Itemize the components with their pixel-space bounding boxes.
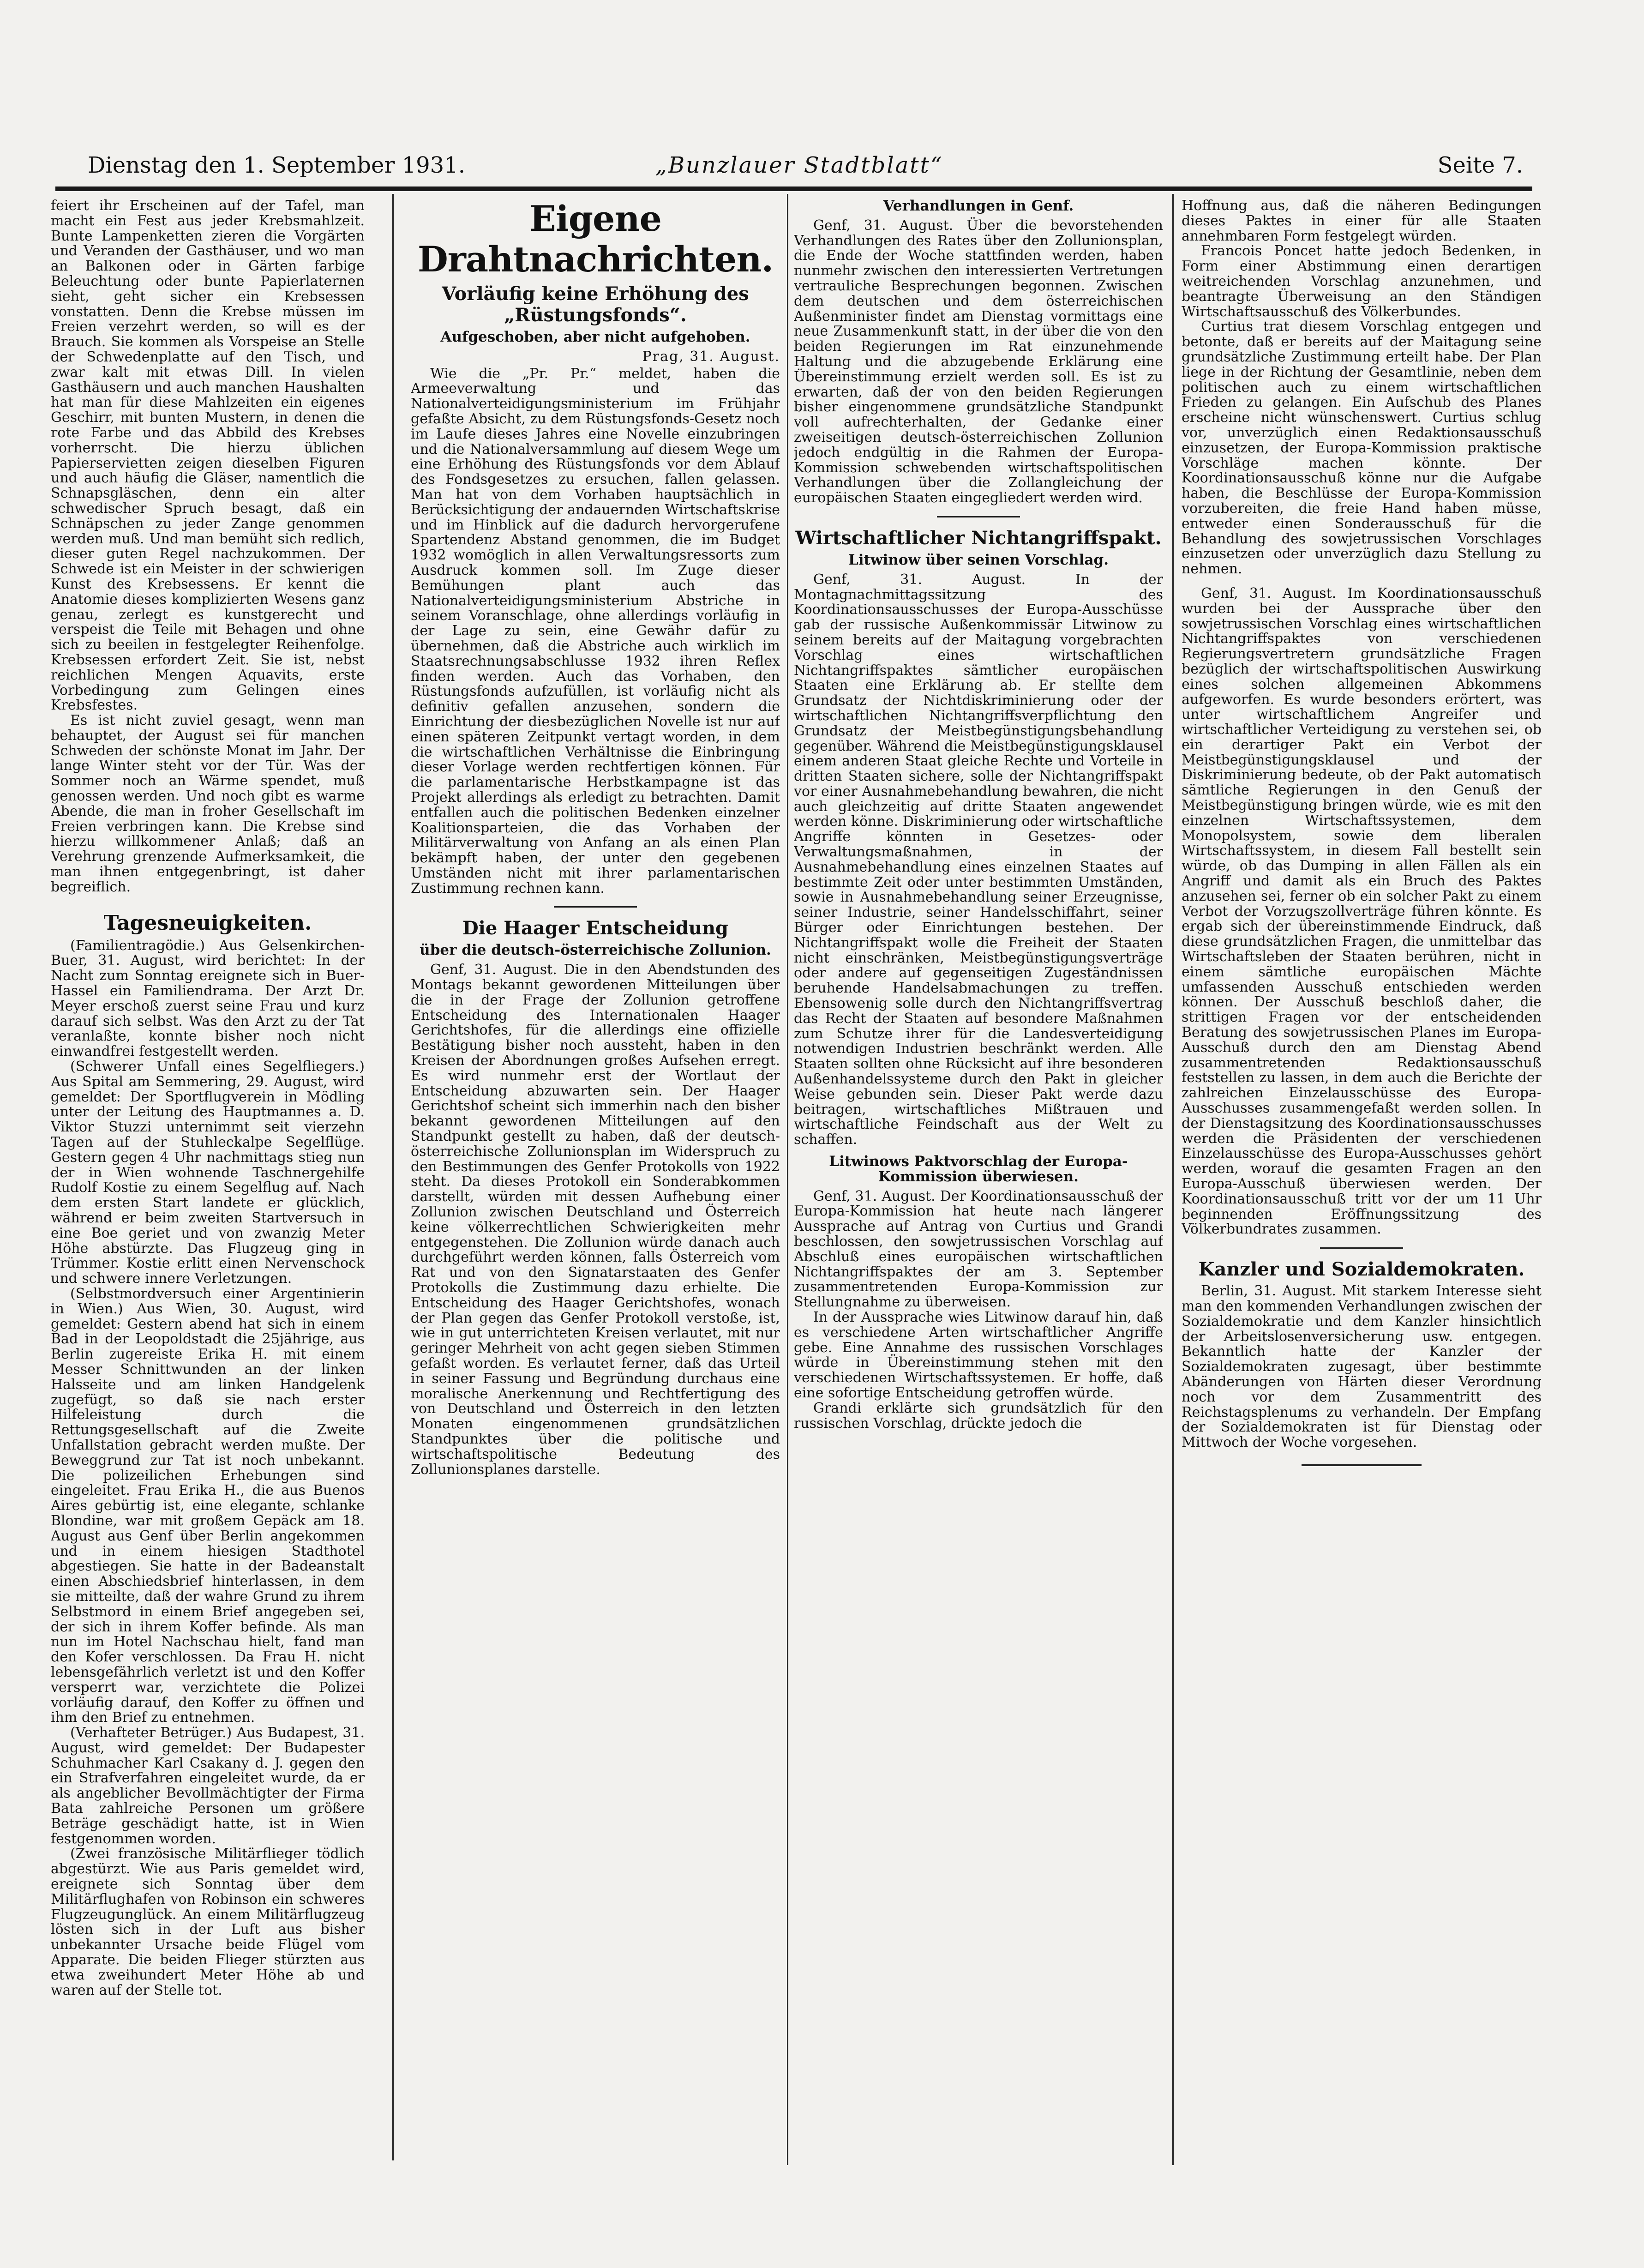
header-date: Dienstag den 1. September 1931. xyxy=(88,152,466,178)
column-rule-1 xyxy=(392,194,394,2160)
poncet-paragraph: Francois Poncet hatte jedoch Bedenken, in Form einer Abstimmung einen derartigen weitreichenden Vorschlag anzunehmen, und beantragte Überweisung an den Ständigen Wirtschaftsausschuß des Völkerbundes. xyxy=(1182,243,1542,320)
column-4 xyxy=(1182,199,1542,2137)
news-militaerflieger: (Zwei französische Militärflieger tödlich abgestürzt. Wie aus Paris gemeldet wird, ereignete sich Sonntag über dem Militärflughafen von Robinson ein schweres Flugzeugunglück. An einem Militärflugzeug lösten sich in der Luft aus bisher unbekannter Ursache beide Flügel vom Apparate. Die beiden Flieger stürzten aus etwa zweihundert Meter Höhe ab und waren auf der Stelle tot. xyxy=(51,1846,365,1998)
news-betrueger: (Verhafteter Betrüger.) Aus Budapest, 31. August, wird gemeldet: Der Budapester Schuhmacher Karl Csakany d. J. gegen den ein Strafverfahren eingeleitet wurde, da er als angeblicher Bevollmächtigter der Firma Bata zahlreiche Personen um größere Beträge geschädigt hatte, ist in Wien festgenommen worden. xyxy=(51,1725,365,1847)
genf-verhandlungen-headline: Verhandlungen in Genf. xyxy=(883,199,1074,214)
koordination-paragraph: Genf, 31. August. Im Koordinationsausschuß wurden bei der Aussprache über den sowjetrussischen Vorschlag eines wirtschaftlichen Nichtangriffspaktes von verschiedenen Regierungsvertretern grundsätzliche Fragen bezüglich der wirtschaftspolitischen Auswirkung eines solchen allgemeinen Abkommens aufgeworfen. Es wurde besonders erörtert, was unter wirtschaftlichem Angreifer und wirtschaftlicher Verteidigung zu verstehen sei, ob ein derartiger Pakt ein Verbot der Meistbegünstigungsklausel und der Diskriminierung bedeute, ob der Pakt automatisch sämtliche Regierungen in den Genuß der Meistbegünstigung bringen würde, wie es mit den einzelnen Wirtschaftssystemen, dem Monopolsystem, sowie dem liberalen Wirtschaftssystem, in diesem Fall bestellt sein würde, ob das Dumping in allen Fällen als ein Angriff und damit als ein Bruch des Paktes anzusehen sei, ferner ob ein solcher Pakt zu einem Verbot der Vorzugszollverträge führen könnte. Es ergab sich der übereinstimmende Eindruck, daß diese grundsätzlichen Fragen, die unmittelbar das Wirtschaftsleben der Staaten berühren, nicht in einem sämtliche europäischen Mächte umfassenden Ausschuß entschieden werden können. Der Ausschuß beschloß daher, die strittigen Fragen vor der entscheidenden Beratung des sowjetrussischen Planes im Europa-Ausschuß durch den am Dienstag Abend zusammentretenden Redaktionsausschuß feststellen zu lassen, in dem auch die Berichte der zahlreichen Einzelausschüsse des Europa-Ausschusses zusammengefaßt werden sollen. In der Dienstagsitzung des Koordinationsausschusses werden die Präsidenten der verschiedenen Einzelausschüsse des Europa-Ausschusses gehört werden, worauf die gesamten Fragen an den Europa-Ausschuß überwiesen werden. Der Koordinationsausschuß tritt vor der um 11 Uhr beginnenden Eröffnungssitzung des Völkerbundrates zusammen. xyxy=(1182,585,1542,1238)
news-familientragoedie: (Familientragödie.) Aus Gelsenkirchen-Buer, 31. August, wird berichtet: In der Nacht zum Sonntag ereignete sich in Buer-Hassel ein Familiendrama. Der Arzt Dr. Meyer erschoß zuerst seine Frau und kurz darauf sich selbst. Was den Arzt zu der Tat veranlaßte, konnte bisher noch nicht einwandfrei festgestellt werden. xyxy=(51,937,365,1060)
kanzler-body: Berlin, 31. August. Mit starkem Interesse sieht man den kommenden Verhandlungen zwischen der Sozialdemokratie und dem Kanzler hinsichtlich der Arbeitslosenversicherung usw. entgegen. Bekanntlich hatte der Kanzler der Sozialdemokraten zugesagt, über bestimmte Abänderungen von Härten dieser Verordnung noch vor dem Zusammentritt des Reichstagsplenums zu verhandeln. Der Empfang der Sozialdemokraten ist für Dienstag oder Mittwoch der Woche vorgesehen. xyxy=(1182,1283,1542,1451)
tagesneuigkeiten-heading: Tagesneuigkeiten. xyxy=(103,911,312,935)
paktvorschlag-body-3: Grandi erklärte sich grundsätzlich für den russischen Vorschlag, drückte jedoch die xyxy=(794,1400,1163,1432)
end-separator xyxy=(1302,1464,1422,1466)
nichtangriffspakt-subhead: Litwinow über seinen Vorschlag. xyxy=(848,551,1109,568)
column-3 xyxy=(794,199,1163,2170)
header-masthead: „Bunzlauer Stadtblatt“ xyxy=(655,152,943,178)
haager-headline: Die Haager Entscheidung xyxy=(462,917,729,939)
krebs-paragraph-1: feiert ihr Erscheinen auf der Tafel, man macht ein Fest aus jeder Krebsmahlzeit. Bunte Lampenketten zieren die Vorgärten und Veranden der Gasthäuser, und wo man an Balkonen oder in Gärten farbige Beleuchtung oder bunte Papierlaternen sieht, geht sicher ein Krebsessen vonstatten. Denn die Krebse müssen im Freien verzehrt werden, so will es der Brauch. Sie kommen als Vorspeise an Stelle der Schwedenplatte auf den Tisch, und zwar kalt mit etwas Dill. In vielen Gasthäusern und auch manchen Haushalten hat man für diese Mahlzeiten ein eigenes Geschirr, mit bunten Mustern, in denen die rote Farbe und das Abbild des Krebses vorherrscht. Die hierzu üblichen Papierservietten zeigen dieselben Figuren und auch häufig die Gläser, namentlich die Schnapsgläschen, denn ein alter schwedischer Spruch besagt, daß ein Schnäpschen zu jeder Zange genommen werden muß. Und man bemüht sich redlich, dieser guten Regel nachzukommen. Der Schwede ist ein Meister in der schwierigen Kunst des Krebsessens. Er kennt die Anatomie dieses komplizierten Wesens ganz genau, zerlegt es kunstgerecht und verspeist die Teile mit Behagen und ohne sich zu beeilen in festgelegter Reihenfolge. Krebsessen erfordert Zeit. Sie ist, nebst reichlichen Mengen Aquavits, erste Vorbedingung zum Gelingen eines Krebsfestes. xyxy=(51,199,365,714)
haager-body: Genf, 31. August. Die in den Abendstunden des Montags bekannt gewordenen Mitteilungen über die in der Frage der Zollunion getroffene Entscheidung des Internationalen Haager Gerichtshofes, für die allerdings eine offizielle Bestätigung bisher noch aussteht, haben in den Kreisen der Abordnungen großes Aufsehen erregt. Es wird nunmehr erst der Wortlaut der Entscheidung abzuwarten sein. Der Haager Gerichtshof scheint sich immerhin nach den bisher bekannt gewordenen Mitteilungen auf den Standpunkt gestellt zu haben, daß der deutsch-österreichische Zollunionsplan im Widerspruch zu den Bestimmungen des Genfer Protokolls von 1922 steht. Da dieses Protokoll ein Sonderabkommen darstellt, würden mit dessen Aufhebung einer Zollunion zwischen Deutschland und Österreich keine völkerrechtlichen Schwierigkeiten mehr entgegenstehen. Die Zollunion würde danach auch durchgeführt werden können, falls Österreich vom Rat und von den Signatarstaaten des Genfer Protokolls die Zustimmung dazu erhielte. Die Entscheidung des Haager Gerichtshofes, wonach der Plan gegen das Genfer Protokoll verstoße, ist, wie in gut unterrichteten Kreisen verlautet, mit nur geringer Mehrheit von acht gegen sieben Stimmen gefaßt worden. Es verlautet ferner, daß das Urteil in seiner Fassung und Begründung durchaus eine moralische Anerkennung und Rechtfertigung des von Deutschland und Österreich in den letzten Monaten eingenommenen grundsätzlichen Standpunktes über die politische und wirtschaftspolitische Bedeutung des Zollunionsplanes darstelle. xyxy=(411,962,780,1478)
krebs-paragraph-2: Es ist nicht zuviel gesagt, wenn man behauptet, der August sei für manchen Schweden der schönste Monat im Jahr. Der lange Winter steht vor der Tür. Was der Sommer noch an Wärme spendet, muß genossen werden. Und noch gibt es warme Abende, die man in froher Gesellschaft im Freien verbringen kann. Die Krebse sind hierzu willkommener Anlaß; daß an Verehrung grenzende Aufmerksamkeit, die man ihnen entgegenbringt, ist daher begreiflich. xyxy=(51,712,365,895)
column-2 xyxy=(411,199,780,2160)
article-separator xyxy=(937,516,1020,517)
drahtnachrichten-title: Eigene Drahtnachrichten. xyxy=(417,199,774,280)
news-selbstmordversuch: (Selbstmordversuch einer Argentinierin in Wien.) Aus Wien, 30. August, wird gemeldet: Gestern abend hat sich in einem Bad in der Leopoldstadt die 25jährige, aus Berlin zugereiste Erika H. mit einem Messer Schnittwunden an der linken Halsseite und am linken Handgelenk zugefügt, so daß sie nach erster Hilfeleistung durch die Rettungsgesellschaft auf die Zweite Unfallstation gebracht werden mußte. Der Beweggrund zur Tat ist noch unbekannt. Die polizeilichen Erhebungen sind eingeleitet. Frau Erika H., die aus Buenos Aires gebürtig ist, eine elegante, schlanke Blondine, war mit großem Gepäck am 18. August aus Genf über Berlin angekommen und in einem hiesigen Stadthotel abgestiegen. Sie hatte in der Badeanstalt einen Abschiedsbrief hinterlassen, in dem sie mitteilte, daß der wahre Grund zu ihrem Selbstmord in einem Brief angegeben sei, der sich in ihrem Koffer befinde. Als man nun im Hotel Nachschau hielt, fand man den Kofer verschlossen. Da Frau H. nicht lebensgefährlich verletzt ist und den Koffer versperrt war, verzichtete die Polizei vorläufig darauf, den Koffer zu öffnen und ihm den Brief zu entnehmen. xyxy=(51,1285,365,1726)
column-1 xyxy=(51,199,365,2165)
article-separator xyxy=(554,906,637,908)
paktvorschlag-body-1: Genf, 31. August. Der Koordinationsausschuß der Europa-Kommission hat heute nach längerer Aussprache auf Antrag von Curtius und Grandi beschlossen, den sowjetrussischen Vorschlag auf Abschluß eines europäischen wirtschaftlichen Nichtangriffspaktes der am 3. September zusammentretenden Europa-Kommission zur Stellungnahme zu überweisen. xyxy=(794,1188,1163,1311)
nichtangriffspakt-body: Genf, 31. August. In der Montagnachmittagssitzung des Koordinationsausschusses der Europa-Ausschüsse gab der russische Außenkommissär Litwinow zu seinem bereits auf der Maitagung vorgebrachten Vorschlag eines wirtschaftlichen Nichtangriffspaktes sämtlicher europäischen Staaten eine Erklärung ab. Er stellte dem Grundsatz der Nichtdiskriminierung oder der wirtschaftlichen Nichtangriffsverpflichtung den Grundsatz der Meistbegünstigungsbehandlung gegenüber. Während die Meistbegünstigungsklausel einem anderen Staat gleiche Rechte und Vorteile in dritten Staaten sichere, solle der Nichtangriffspakt vor einer Ausnahmebehandlung bewahren, die nicht auch gleichzeitig auf dritte Staaten angewendet werden könne. Diskriminierung oder wirtschaftliche Angriffe könnten in Gesetzes- oder Verwaltungsmaßnahmen, in der Ausnahmebehandlung eines einzelnen Staates auf bestimmte Zeit oder unter bestimmten Umständen, sowie in Ausnahmebehandlung seiner Erzeugnisse, seiner Industrie, seiner Handelsschiffahrt, seiner Bürger oder Einrichtungen bestehen. Der Nichtangriffspakt wolle die Freiheit der Staaten nicht einschränken, Meistbegünstigungsverträge oder andere auf gegenseitigen Zugeständnissen beruhende Handelsabmachungen zu treffen. Ebensowenig solle durch den Nichtangriffsvertrag das Recht der Staaten auf besondere Maßnahmen zum Schutze ihrer für die Landesverteidigung notwendigen Industrien beschränkt werden. Alle Staaten sollten ohne Rücksicht auf ihre besonderen Außenhandelssysteme durch den Pakt in gleicher Weise gebunden sein. Dieser Pakt werde dazu beitragen, wirtschaftliches Mißtrauen und wirtschaftliche Feindschaft aus der Welt zu schaffen. xyxy=(794,571,1163,1148)
nichtangriffspakt-headline: Wirtschaftlicher Nichtangriffspakt. xyxy=(795,527,1162,549)
ruestungsfonds-subhead: Aufgeschoben, aber nicht aufgehoben. xyxy=(440,329,750,345)
header-page-number: Seite 7. xyxy=(1437,152,1523,178)
curtius-paragraph: Curtius trat diesem Vorschlag entgegen und betonte, daß er bereits auf der Maitagung seine grundsätzliche Zustimmung erteilt habe. Der Plan liege in der Richtung der Gesamtlinie, neben dem politischen auch zu einem wirtschaftlichen Frieden zu gelangen. Ein Aufschub des Planes erscheine nicht wünschenswert. Curtius schlug vor, unverzüglich einen Redaktionsausschuß einzusetzen, der Europa-Kommission praktische Vorschläge machen könnte. Der Koordinationsausschuß könne nur die Aufgabe haben, die Beschlüsse der Europa-Kommission vorzubereiten, die freie Hand haben müsse, entweder einen Sonderausschuß für die Behandlung des sowjetrussischen Vorschlages einzusetzen oder unverzüglich dazu Stellung zu nehmen. xyxy=(1182,319,1542,578)
ruestungsfonds-body: Wie die „Pr. Pr.“ meldet, haben die Armeeverwaltung und das Nationalverteidigungsministerium im Frühjahr gefaßte Absicht, zu dem Rüstungsfonds-Gesetz noch im Laufe dieses Jahres eine Novelle einzubringen und die Nationalversammlung auf diesem Wege um eine Erhöhung des Rüstungsfonds vor dem Ablauf des Fondsgesetzes zu ersuchen, fallen gelassen. Man hat von dem Vorhaben hauptsächlich in Berücksichtigung der andauernden Wirtschaftskrise und im Hinblick auf die dadurch hervorgerufene Spartendenz Abstand genommen, die im Budget 1932 womöglich in allen Verwaltungsressorts zum Ausdruck kommen soll. Im Zuge dieser Bemühungen plant auch das Nationalverteidigungsministerium Abstriche in seinem Voranschlage, ohne allerdings vorläufig in der Lage zu sein, eine Gewähr dafür zu übernehmen, daß die Abstriche auch wirklich im Staatsrechnungsabschlusse 1932 ihren Reflex finden werden. Auch das Vorhaben, den Rüstungsfonds aufzufüllen, ist vorläufig nicht als definitiv gefallen anzusehen, sondern die Einrichtung der diesbezüglichen Novelle ist nur auf einen späteren Zeitpunkt vertagt worden, in dem die wirtschaftlichen Verhältnisse die Einbringung dieser Vorlage werden rechtfertigen können. Für die parlamentarische Herbstkampagne ist das Projekt allerdings als erledigt zu betrachten. Damit entfallen auch die politischen Bedenken einzelner Koalitionsparteien, die das Vorhaben der Militärverwaltung von Anfang an als einen Plan bekämpft haben, der unter den gegebenen Umständen nicht mit ihrer parlamentarischen Zustimmung rechnen kann. xyxy=(411,365,780,896)
page-header xyxy=(55,152,1523,185)
paktvorschlag-body-2: In der Aussprache wies Litwinow darauf hin, daß es verschiedene Arten wirtschaftlicher Angriffe gebe. Eine Annahme des russischen Vorschlages würde in Übereinstimmung stehen mit den verschiedenen Wirtschaftssystemen. Er hoffe, daß eine sofortige Entscheidung getroffen würde. xyxy=(794,1309,1163,1401)
haager-subhead: über die deutsch-österreichische Zollunion. xyxy=(420,942,771,959)
news-segelflieger: (Schwerer Unfall eines Segelfliegers.) Aus Spital am Semmering, 29. August, wird gemeldet: Der Sportflugverein in Mödling unter der Leitung des Hauptmannes a. D. Viktor Stuzzi unternimmt seit vierzehn Tagen auf der Stuhleckalpe Segelflüge. Gestern gegen 4 Uhr nachmittags stieg nun der in Wien wohnende Taschnergehilfe Rudolf Kostie zu einem Segelflug auf. Nach dem ersten Start landete er glücklich, während er beim zweiten Startversuch in eine Boe geriet und von zwanzig Meter Höhe abstürzte. Das Flugzeug ging in Trümmer. Kostie erlitt einen Nervenschock und schwere innere Verletzungen. xyxy=(51,1059,365,1287)
ruestungsfonds-headline: Vorläufig keine Erhöhung des „Rüstungsfonds“. xyxy=(442,283,749,326)
column-rule-3 xyxy=(1172,194,1174,2165)
genf-verhandlungen-body: Genf, 31. August. Über die bevorstehenden Verhandlungen des Rates über den Zollunionsplan, die Ende der Woche stattfinden werden, haben nunmehr zwischen den interessierten Vertretungen vertrauliche Besprechungen begonnen. Zwischen dem deutschen und dem österreichischen Außenminister findet am Dienstag vormittags eine neue Zusammenkunft statt, in der über die von den beiden Regierungen im Rat einzunehmende Haltung und die abzugebende Erklärung eine Übereinstimmung erzielt werden soll. Es ist zu erwarten, daß der von den beiden Regierungen bisher eingenommene grundsätzliche Standpunkt voll aufrechterhalten, der Gedanke einer zweiseitigen deutsch-österreichischen Zollunion jedoch endgültig in die Rahmen der Europa-Kommission schwebenden wirtschaftspolitischen Verhandlungen über die Zollangleichung der europäischen Staaten eingegliedert werden wird. xyxy=(794,217,1163,506)
article-separator xyxy=(1320,1247,1403,1249)
column-rule-2 xyxy=(787,194,788,2165)
continuation-paragraph: Hoffnung aus, daß die näheren Bedingungen dieses Paktes in einer für alle Staaten annehmbaren Form festgelegt würden. xyxy=(1182,199,1542,244)
ruestungsfonds-dateline: Prag, 31. August. xyxy=(642,348,780,365)
header-rule xyxy=(55,186,1532,191)
kanzler-headline: Kanzler und Sozialdemokraten. xyxy=(1198,1258,1525,1281)
paktvorschlag-headline: Litwinows Paktvorschlag der Europa-Kommission überwiesen. xyxy=(829,1153,1128,1185)
